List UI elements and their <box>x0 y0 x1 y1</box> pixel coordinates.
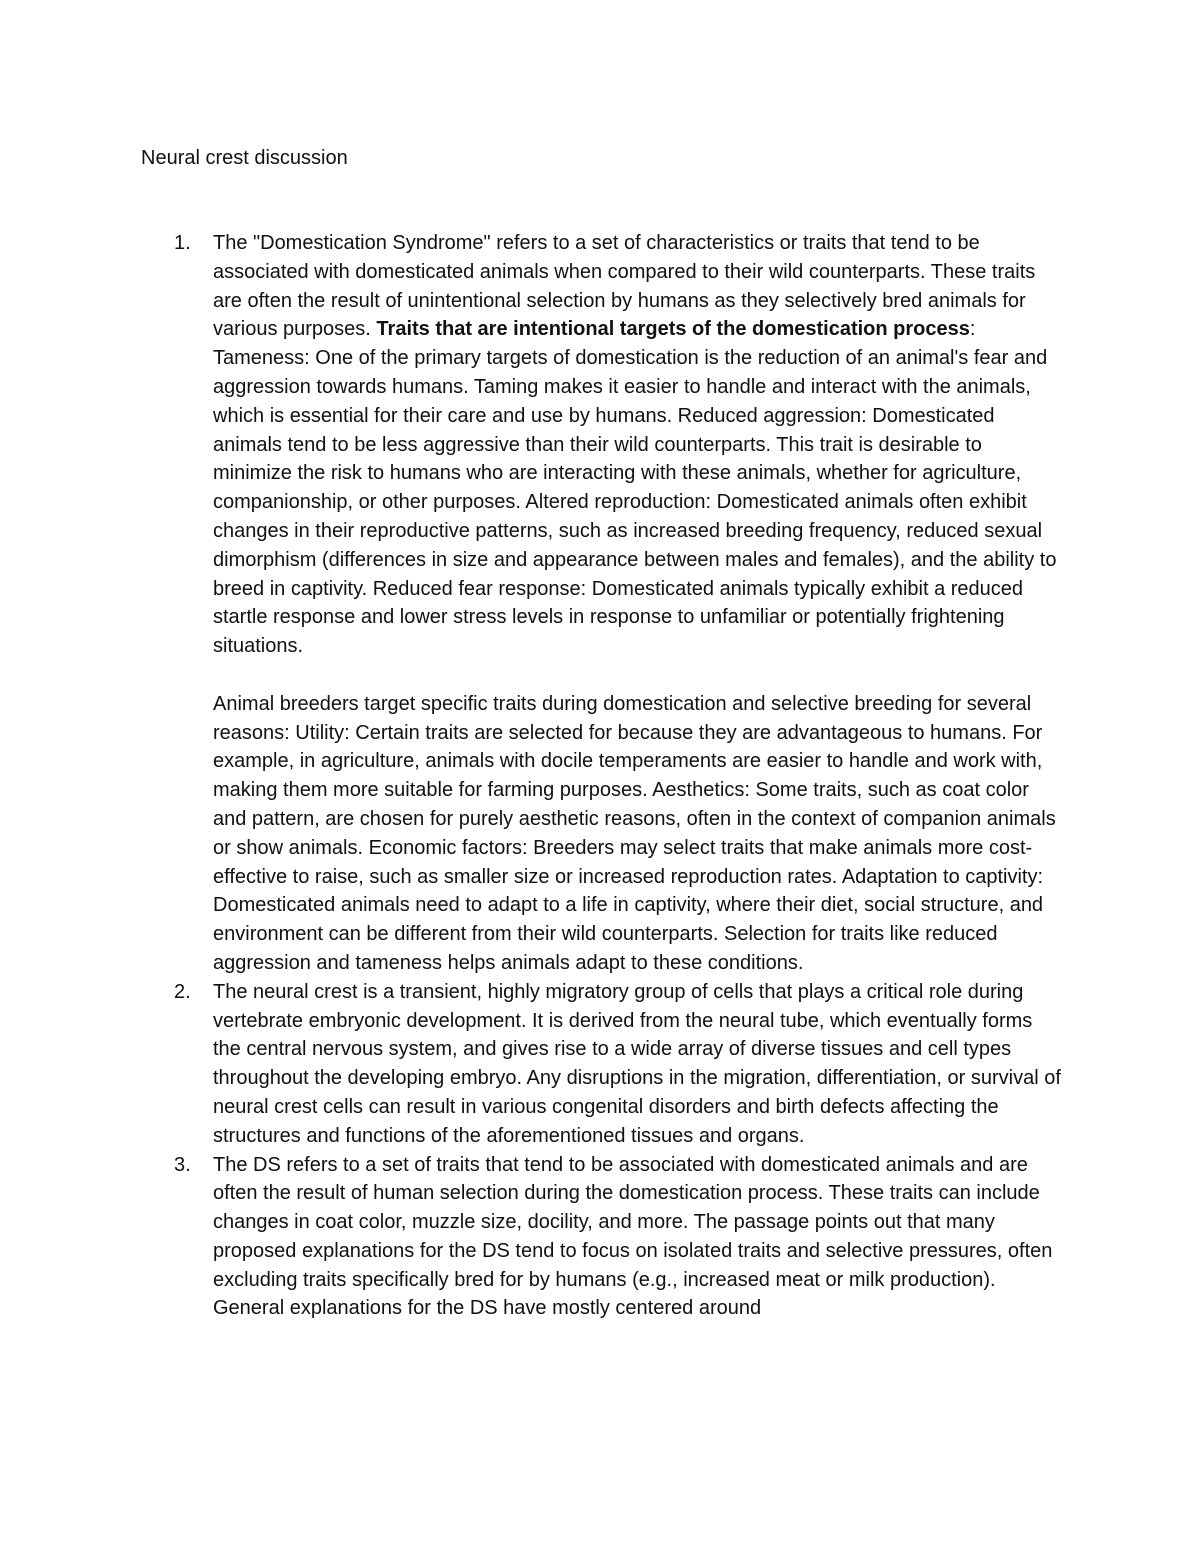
document-title: Neural crest discussion <box>141 147 348 169</box>
paragraph <box>213 229 1065 661</box>
paragraph: The neural crest is a transient, highly migratory group of cells that plays a critical role during vertebrate embryonic development. It is derived from the neural tube, which eventually forms the central nervous system, and gives rise to a wide array of diverse tissues and cell types throughout the developing embryo. Any disruptions in the migration, differentiation, or survival of neural crest cells can result in various congenital disorders and birth defects affecting the structures and functions of the aforementioned tissues and organs. <box>213 980 1061 1147</box>
list-item <box>141 229 1065 978</box>
list-item-number: 1. <box>174 232 191 254</box>
list-item-number: 3. <box>174 1153 191 1176</box>
bold-phrase: Traits that are intentional targets of the domestication process <box>376 318 970 341</box>
list-item <box>141 978 1065 1151</box>
numbered-list <box>141 229 1065 1323</box>
paragraph-text: : Tameness: One of the primary targets of domestication is the reduction of an animal's fear and aggression towards humans. Taming makes it easier to handle and interact with the animals, which is essential for their care and use by humans. Reduced aggression: Domesticated animals tend to be less aggressive than their wild counterparts. This trait is desirable to minimize the risk to humans who are interacting with these animals, whether for agriculture, companionship, or other purposes. Altered reproduction: Domesticated animals often exhibit changes in their reproductive patterns, such as increased breeding frequency, reduced sexual dimorphism (differences in size and appearance between males and females), and the ability to breed in captivity. Reduced fear response: Domesticated animals typically exhibit a reduced startle response and lower stress levels in response to unfamiliar or potentially frightening situations. <box>213 318 1057 658</box>
paragraph: The DS refers to a set of traits that tend to be associated with domesticated animals and are often the result of human selection during the domestication process. These traits can include changes in coat color, muzzle size, docility, and more. The passage points out that many proposed explanations for the DS tend to focus on isolated traits and selective pressures, often excluding traits specifically bred for by humans (e.g., increased meat or milk production). General explanations for the DS have mostly centered around <box>213 1153 1053 1320</box>
paragraph: Animal breeders target specific traits during domestication and selective breeding for several reasons: Utility: Certain traits are selected for because they are advantageous to humans. For example, in agriculture, animals with docile temperaments are easier to handle and work with, making them more suitable for farming purposes. Aesthetics: Some traits, such as coat color and pattern, are chosen for purely aesthetic reasons, often in the context of companion animals or show animals. Economic factors: Breeders may select traits that make animals more cost-effective to raise, such as smaller size or increased reproduction rates. Adaptation to captivity: Domesticated animals need to adapt to a life in captivity, where their diet, social structure, and environment can be different from their wild counterparts. Selection for traits like reduced aggression and tameness helps animals adapt to these conditions. <box>213 692 1056 974</box>
list-item-number: 2. <box>174 980 191 1003</box>
list-item <box>141 1151 1065 1324</box>
paragraph-text: The "Domestication Syndrome" refers to a set of characteristics or traits that tend to be associated with domesticated animals when compared to their wild counterparts. These traits are often the result of unintentional selection by humans as they selectively bred animals for various purposes. <box>213 232 1036 341</box>
